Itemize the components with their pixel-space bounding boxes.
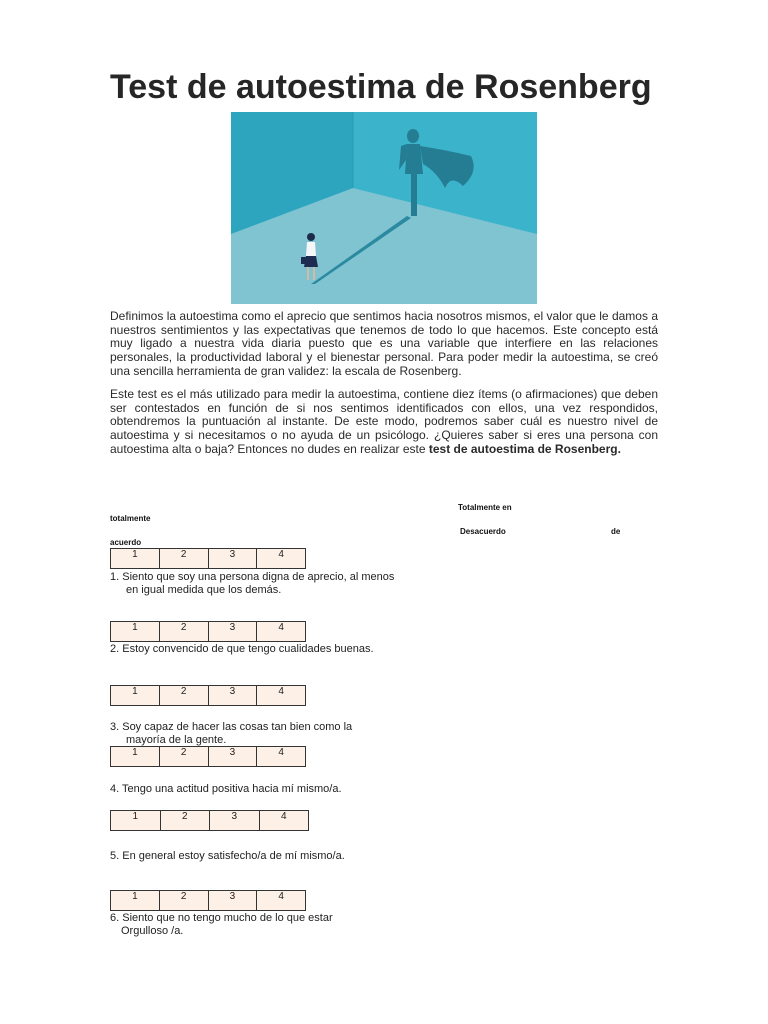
question-2-line1: 2. Estoy convencido de que tengo cualidades buenas.	[110, 643, 374, 655]
scale-option-2[interactable]: 2	[160, 686, 209, 705]
scale-option-4[interactable]: 4	[278, 686, 284, 697]
scale-option-2[interactable]: 2	[161, 811, 211, 830]
hero-illustration	[231, 112, 537, 304]
scale-option-1[interactable]: 1	[111, 622, 160, 641]
question-1-line1: 1. Siento que soy una persona digna de aprecio, al menos	[110, 571, 395, 583]
scale-option-4[interactable]: 4	[278, 549, 284, 560]
question-4-line1: 4. Tengo una actitud positiva hacia mí mismo/a.	[110, 783, 342, 795]
question-3-line1: 3. Soy capaz de hacer las cosas tan bien como la	[110, 721, 353, 733]
scale-option-2[interactable]: 2	[160, 622, 209, 641]
scale-option-3[interactable]: 3	[209, 747, 258, 766]
intro-paragraph-2-text: Este test es el más utilizado para medir la autoestima, contiene diez ítems (o afirmaciones) que deben ser contestados en función de si nos sentimos identificados con ellos, una vez respondidos, obtendremos la puntuación al instante. De este modo, podremos saber cuál es nuestro nivel de autoestima y si necesitamos o no ayuda de un psicólogo. ¿Quieres saber si eres una persona con autoestima alta o baja? Entonces no dudes en realizar este	[110, 387, 658, 456]
question-6	[110, 912, 333, 938]
question-6-line1: 6. Siento que no tengo mucho de lo que estar	[110, 912, 333, 924]
scale-option-4[interactable]: 4	[278, 747, 284, 758]
rating-scale-3[interactable]	[110, 685, 306, 706]
scale-option-1[interactable]: 1	[111, 811, 161, 830]
rating-scale-4[interactable]	[110, 746, 306, 767]
question-3	[110, 721, 352, 747]
scale-option-3[interactable]: 3	[209, 891, 258, 910]
scale-option-3[interactable]: 3	[209, 686, 258, 705]
question-1-line2: en igual medida que los demás.	[126, 584, 282, 596]
intro-paragraph-1: Definimos la autoestima como el aprecio que sentimos hacia nosotros mismos, el valor que le damos a nuestros sentimientos y las expectativas que tenemos de todo lo que hacemos. Este concepto está muy ligado a nuestra vida diaria puesto que es una variable que interfiere en las relaciones personales, la productividad laboral y el bienestar personal. Para poder medir la autoestima, se creó una sencilla herramienta de gran validez: la escala de Rosenberg.	[110, 309, 658, 378]
question-6-line2: Orgulloso /a.	[121, 925, 184, 937]
scale-option-4[interactable]: 4	[278, 622, 284, 633]
intro-paragraph-2-bold: test de autoestima de Rosenberg.	[428, 441, 621, 456]
scale-option-1[interactable]: 1	[111, 891, 160, 910]
page-title: Test de autoestima de Rosenberg	[110, 68, 652, 106]
question-5	[110, 850, 345, 863]
question-2	[110, 643, 374, 656]
scale-option-2[interactable]: 2	[160, 549, 209, 568]
scale-option-1[interactable]: 1	[111, 747, 160, 766]
scale-option-2[interactable]: 2	[160, 747, 209, 766]
question-5-line1: 5. En general estoy satisfecho/a de mí mismo/a.	[110, 850, 345, 862]
label-desacuerdo: Desacuerdo	[460, 527, 506, 536]
question-3-line2: mayoría de la gente.	[126, 734, 227, 746]
scale-option-1[interactable]: 1	[111, 686, 160, 705]
scale-option-2[interactable]: 2	[160, 891, 209, 910]
rating-scale-5[interactable]	[110, 810, 309, 831]
intro-paragraph-2	[110, 388, 658, 457]
scale-option-1[interactable]: 1	[111, 549, 160, 568]
scale-option-4[interactable]: 4	[280, 811, 287, 822]
label-totalmente: totalmente	[110, 514, 151, 523]
scale-option-4[interactable]: 4	[278, 891, 284, 902]
label-acuerdo: acuerdo	[110, 538, 142, 547]
scale-option-3[interactable]: 3	[209, 622, 258, 641]
scale-option-3[interactable]: 3	[210, 811, 260, 830]
rating-scale-1[interactable]	[110, 548, 306, 569]
rating-scale-2[interactable]	[110, 621, 306, 642]
question-4	[110, 783, 342, 796]
question-1	[110, 571, 394, 597]
label-de: de	[611, 527, 621, 536]
scale-option-3[interactable]: 3	[209, 549, 258, 568]
label-totalmente-en: Totalmente en	[458, 503, 512, 512]
rating-scale-6[interactable]	[110, 890, 306, 911]
